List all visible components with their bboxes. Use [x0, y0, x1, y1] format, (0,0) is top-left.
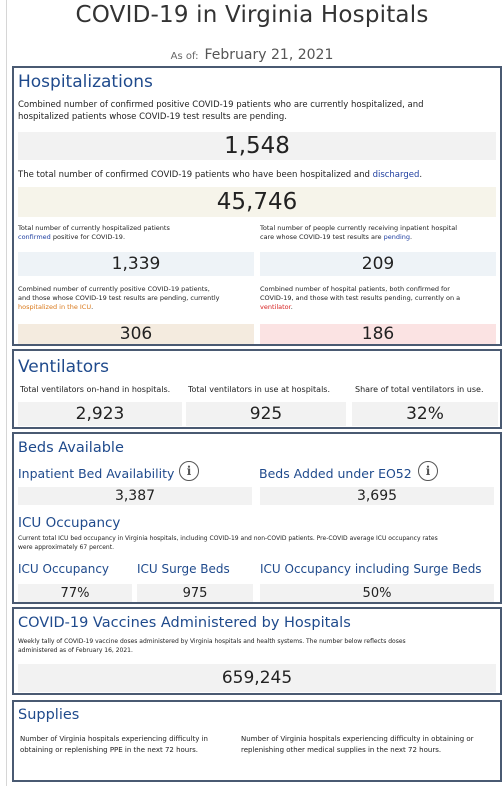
as-of-label: As of:: [170, 51, 199, 62]
eo52-bed-label: Beds Added under EO52: [259, 466, 412, 481]
as-of-date: February 21, 2021: [204, 47, 334, 63]
pending-description: Total number of people currently receiving inpatient hospital care whose COVID-19 test results are pending.: [260, 224, 458, 241]
supplies-title: Supplies: [18, 707, 80, 723]
inpatient-bed-label: Inpatient Bed Availability: [18, 466, 175, 481]
ventilators-share-label: Share of total ventilators in use.: [355, 385, 484, 394]
other-supplies-description: Number of Virginia hospitals experiencing difficulty in obtaining or replenishing other medical supplies in the next 72 hours.: [241, 735, 474, 754]
icu-surge-beds-value: 975: [137, 584, 253, 602]
ventilators-onhand-label: Total ventilators on-hand in hospitals.: [20, 385, 171, 394]
ventilator-patients-description: Combined number of hospital patients, both confirmed for COVID-19, and those with test results pending, currently on a ventilator.: [260, 285, 461, 311]
current-hospitalized-value: 1,548: [18, 132, 496, 160]
ppe-description: Number of Virginia hospitals experiencing difficulty in obtaining or replenishing PPE in the next 72 hours.: [20, 735, 208, 754]
inpatient-bed-value: 3,387: [18, 487, 252, 505]
eo52-bed-value: 3,695: [260, 487, 494, 505]
ventilators-inuse-value: 925: [186, 402, 346, 426]
ventilators-onhand-value: 2,923: [18, 402, 182, 426]
info-icon[interactable]: i: [418, 461, 438, 481]
vaccines-panel: [12, 607, 502, 695]
ventilator-patients-value: 186: [260, 324, 496, 344]
confirmed-value: 1,339: [18, 252, 254, 276]
total-discharged-value: 45,746: [18, 187, 496, 217]
icu-description: Combined number of currently positive COVID-19 patients, and those whose COVID-19 test results are pending, currently hospitalized in the ICU.: [18, 285, 220, 311]
beds-title: Beds Available: [18, 440, 124, 456]
vaccines-title: COVID-19 Vaccines Administered by Hospitals: [18, 615, 351, 631]
icu-occupancy-description: Current total ICU bed occupancy in Virginia hospitals, including COVID-19 and non-COVID patients. Pre-COVID average ICU occupancy rates were approximately 67 percent.: [18, 535, 438, 551]
beds-panel: [12, 432, 502, 604]
hospitalizations-title: Hospitalizations: [18, 72, 153, 92]
ventilators-panel: [12, 349, 502, 429]
page-title: COVID-19 in Virginia Hospitals: [75, 2, 429, 28]
supplies-panel: [12, 700, 502, 782]
current-hospitalized-description: Combined number of confirmed positive COVID-19 patients who are currently hospitalized, and hospitalized patients whose COVID-19 test results are pending.: [18, 100, 424, 122]
as-of-line: [0, 44, 504, 63]
total-discharged-description: The total number of confirmed COVID-19 patients who have been hospitalized and discharged.: [18, 170, 423, 180]
ventilators-share-value: 32%: [352, 402, 498, 426]
icu-value: 306: [18, 324, 254, 344]
icu-occupancy-surge-value: 50%: [260, 584, 494, 602]
info-icon[interactable]: i: [179, 461, 199, 481]
confirmed-description: Total number of currently hospitalized patients confirmed positive for COVID-19.: [18, 224, 170, 241]
vaccines-value: 659,245: [18, 664, 496, 692]
icu-occupancy-title: ICU Occupancy: [18, 515, 121, 531]
icu-occupancy-label: ICU Occupancy: [18, 562, 110, 576]
icu-surge-beds-label: ICU Surge Beds: [137, 562, 230, 576]
ventilators-inuse-label: Total ventilators in use at hospitals.: [188, 385, 330, 394]
ventilators-title: Ventilators: [18, 357, 109, 377]
icu-occupancy-surge-label: ICU Occupancy including Surge Beds: [260, 562, 482, 576]
vaccines-description: Weekly tally of COVID-19 vaccine doses administered by Virginia hospitals and health systems. The number below reflects doses administered as of February 16, 2021.: [18, 638, 406, 654]
hospitalizations-panel: [12, 66, 502, 346]
pending-value: 209: [260, 252, 496, 276]
icu-occupancy-value: 77%: [18, 584, 132, 602]
